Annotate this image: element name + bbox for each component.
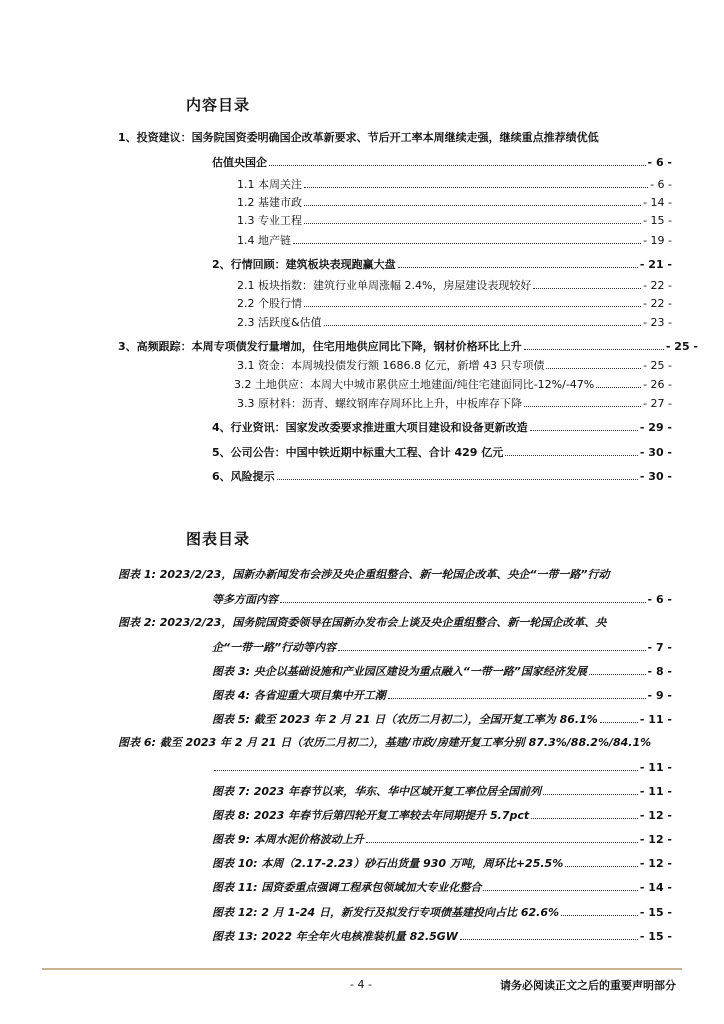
toc-entry-text: 2.2 个股行情 (237, 297, 302, 310)
toc-entry-6[interactable] (212, 469, 672, 484)
figure-entry-text: 图表 11: 国资委重点强调工程承包领域加大专业化整合 (212, 881, 482, 894)
figure-entry-text: 图表 7: 2023 年春节以来，华东、华中区域开复工率位居全国前列 (212, 785, 542, 798)
figure-page-number: - 11 - (639, 713, 672, 726)
figures-heading: 图表目录 (186, 530, 251, 548)
dot-leader (530, 420, 638, 431)
dot-leader (366, 832, 638, 843)
toc-entry-text: 3.1 资金：本周城投债发行额 1686.8 亿元，新增 43 只专项债 (237, 359, 545, 372)
figure-entry-text: 图表 13: 2022 年全年火电核准装机量 82.5GW (212, 930, 458, 943)
figure-entry-13[interactable] (212, 929, 672, 944)
footer-divider (42, 968, 682, 970)
toc-entry-1-line1[interactable] (118, 131, 678, 145)
toc-entry-text: 6、风险提示 (212, 470, 275, 483)
figure-entry-10[interactable] (212, 856, 672, 871)
dot-leader (589, 664, 646, 675)
dot-leader (398, 257, 638, 268)
dot-leader (277, 469, 638, 480)
figure-entry-2[interactable] (212, 640, 672, 655)
toc-page-number: - 21 - (639, 258, 672, 271)
toc-entry-text: 3.3 原材料：沥青、螺纹钢库存周环比上升，中板库存下降 (237, 397, 522, 410)
toc-entry-1-3[interactable] (237, 213, 672, 228)
figure-entry-7[interactable] (212, 784, 672, 799)
toc-entry-text: 1、投资建议：国务院国资委明确国企改革新要求、节后开工率本周继续走强，继续重点推荐绩优低 (118, 131, 599, 144)
toc-entry-text: 5、公司公告：中国中铁近期中标重大工程、合计 429 亿元 (212, 446, 504, 459)
figure-page-number: - 11 - (639, 761, 672, 774)
figure-entry-11[interactable] (212, 880, 672, 895)
toc-page-number: - 22 - (643, 297, 672, 310)
toc-page-number: - 25 - (643, 359, 672, 372)
toc-entry-3[interactable] (118, 339, 698, 354)
figure-page-number: - 15 - (639, 906, 672, 919)
toc-page-number: - 27 - (643, 397, 672, 410)
toc-page-number: - 23 - (643, 316, 672, 329)
figure-page-number: - 12 - (639, 857, 672, 870)
dot-leader (483, 880, 638, 891)
dot-leader (533, 278, 641, 289)
dot-leader (214, 760, 638, 771)
figure-entry-12[interactable] (212, 905, 672, 920)
dot-leader (293, 233, 641, 244)
toc-entry-text: 2、行情回顾：建筑板块表现跑赢大盘 (212, 258, 396, 271)
dot-leader (565, 856, 638, 867)
dot-leader (304, 177, 648, 188)
figure-entry-9[interactable] (212, 832, 672, 847)
toc-entry-text: 2.1 板块指数：建筑行业单周涨幅 2.4%，房屋建设表现较好 (237, 279, 532, 292)
figure-entry-text: 图表 5: 截至 2023 年 2 月 21 日（农历二月初二），全国开复工率为 86.1% (212, 713, 598, 726)
toc-page-number: - 19 - (643, 234, 672, 247)
figure-entry-text: 图表 4: 各省迎重大项目集中开工潮 (212, 689, 386, 702)
figure-entry-4[interactable] (212, 688, 672, 703)
toc-entry-text: 1.3 专业工程 (237, 214, 302, 227)
dot-leader (524, 396, 641, 407)
toc-entry-2-2[interactable] (237, 296, 672, 311)
toc-entry-text: 估值央国企 (212, 156, 267, 169)
figure-entry-1[interactable] (212, 592, 672, 607)
toc-page-number: - 30 - (639, 446, 672, 459)
toc-entry-text: 1.1 本周关注 (237, 178, 302, 191)
toc-entry-1-4[interactable] (237, 233, 672, 248)
figure-entry-text: 图表 8: 2023 年春节后第四轮开复工率较去年同期提升 5.7pct (212, 809, 530, 822)
toc-page-number: - 26 - (643, 378, 672, 391)
toc-page-number: - 15 - (643, 214, 672, 227)
figure-entry-text: 图表 12: 2 月 1-24 日，新发行及拟发行专项债基建投向占比 62.6% (212, 906, 560, 919)
dot-leader (269, 155, 646, 166)
dot-leader (561, 905, 638, 916)
toc-entry-3-2[interactable] (234, 377, 672, 392)
toc-entry-5[interactable] (212, 445, 672, 460)
figure-entry-text: 图表 10: 本周（2.17-2.23）砂石出货量 930 万吨，周环比+25.5% (212, 857, 564, 870)
toc-entry-1-2[interactable] (237, 195, 672, 210)
footer-disclaimer: 请务必阅读正文之后的重要声明部分 (500, 979, 676, 992)
figure-page-number: - 8 - (647, 665, 672, 678)
figure-entry-1-line1[interactable] (118, 568, 610, 582)
figure-page-number: - 9 - (647, 689, 672, 702)
dot-leader (304, 296, 641, 307)
toc-page-number: - 30 - (639, 470, 672, 483)
dot-leader (546, 358, 641, 369)
toc-entry-text: 3.2 土地供应：本周大中城市累供应土地建面/纯住宅建面同比-12%/-47% (234, 378, 595, 391)
toc-entry-2-1[interactable] (237, 278, 672, 293)
figure-entry-text: 图表 3: 央企以基础设施和产业园区建设为重点融入“一带一路”国家经济发展 (212, 665, 587, 678)
toc-entry-1-1[interactable] (237, 177, 672, 192)
dot-leader (531, 808, 638, 819)
dot-leader (388, 688, 646, 699)
dot-leader (600, 712, 638, 723)
toc-entry-3-3[interactable] (237, 396, 672, 411)
toc-page-number: - 6 - (650, 178, 672, 191)
dot-leader (280, 592, 646, 603)
figure-entry-5[interactable] (212, 712, 672, 727)
toc-entry-text: 3、高频跟踪：本周专项债发行量增加，住宅用地供应同比下降，钢材价格环比上升 (118, 340, 522, 353)
figure-page-number: - 7 - (647, 641, 672, 654)
dot-leader (304, 213, 641, 224)
figure-page-number: - 15 - (639, 930, 672, 943)
toc-entry-text: 2.3 活跃度&估值 (237, 316, 322, 329)
dot-leader (324, 315, 641, 326)
figure-entry-text: 图表 9: 本周水泥价格波动上升 (212, 833, 364, 846)
toc-page-number: - 22 - (643, 279, 672, 292)
toc-page-number: - 6 - (647, 156, 672, 169)
toc-entry-text: 1.4 地产链 (237, 234, 291, 247)
figure-page-number: - 6 - (647, 593, 672, 606)
dot-leader (524, 339, 664, 350)
figure-entry-6[interactable] (212, 760, 672, 775)
toc-entry-text: 4、行业资讯：国家发改委要求推进重大项目建设和设备更新改造 (212, 421, 528, 434)
figure-page-number: - 11 - (639, 785, 672, 798)
dot-leader (505, 445, 638, 456)
figure-entry-text: 图表 1: 2023/2/23，国新办新闻发布会涉及央企重组整合、新一轮国企改革、央企“一带一路”行动 (118, 568, 610, 581)
toc-page-number: - 29 - (639, 421, 672, 434)
toc-page-number: - 14 - (643, 196, 672, 209)
toc-entry-text: 1.2 基建市政 (237, 196, 302, 209)
figure-entry-8[interactable] (212, 808, 672, 823)
figure-entry-text: 等多方面内容 (212, 593, 278, 606)
toc-entry-3-1[interactable] (237, 358, 672, 373)
figure-entry-text: 图表 6: 截至 2023 年 2 月 21 日（农历二月初二），基建/市政/房建开复工率分别 87.3%/88.2%/84.1% (118, 736, 652, 749)
toc-page-number: - 25 - (665, 340, 698, 353)
dot-leader (543, 784, 638, 795)
toc-entry-4[interactable] (212, 420, 672, 435)
toc-entry-2-3[interactable] (237, 315, 672, 330)
figure-entry-3[interactable] (212, 664, 672, 679)
dot-leader (596, 377, 641, 388)
toc-heading: 内容目录 (186, 96, 251, 114)
figure-entry-text: 图表 2: 2023/2/23，国务院国资委领导在国新办发布会上谈及央企重组整合、新一轮国企改革、央 (118, 616, 607, 629)
figure-page-number: - 12 - (639, 809, 672, 822)
dot-leader (460, 929, 638, 940)
figure-entry-2-line1[interactable] (118, 616, 606, 630)
figure-page-number: - 14 - (639, 881, 672, 894)
toc-entry-1[interactable] (212, 155, 672, 170)
figure-entry-text: 企“一带一路”行动等内容 (212, 641, 337, 654)
toc-entry-2[interactable] (212, 257, 672, 272)
footer-page-number: - 4 - (350, 978, 372, 991)
dot-leader (338, 640, 645, 651)
figure-page-number: - 12 - (639, 833, 672, 846)
dot-leader (304, 195, 641, 206)
figure-entry-6-line1[interactable] (118, 736, 651, 750)
